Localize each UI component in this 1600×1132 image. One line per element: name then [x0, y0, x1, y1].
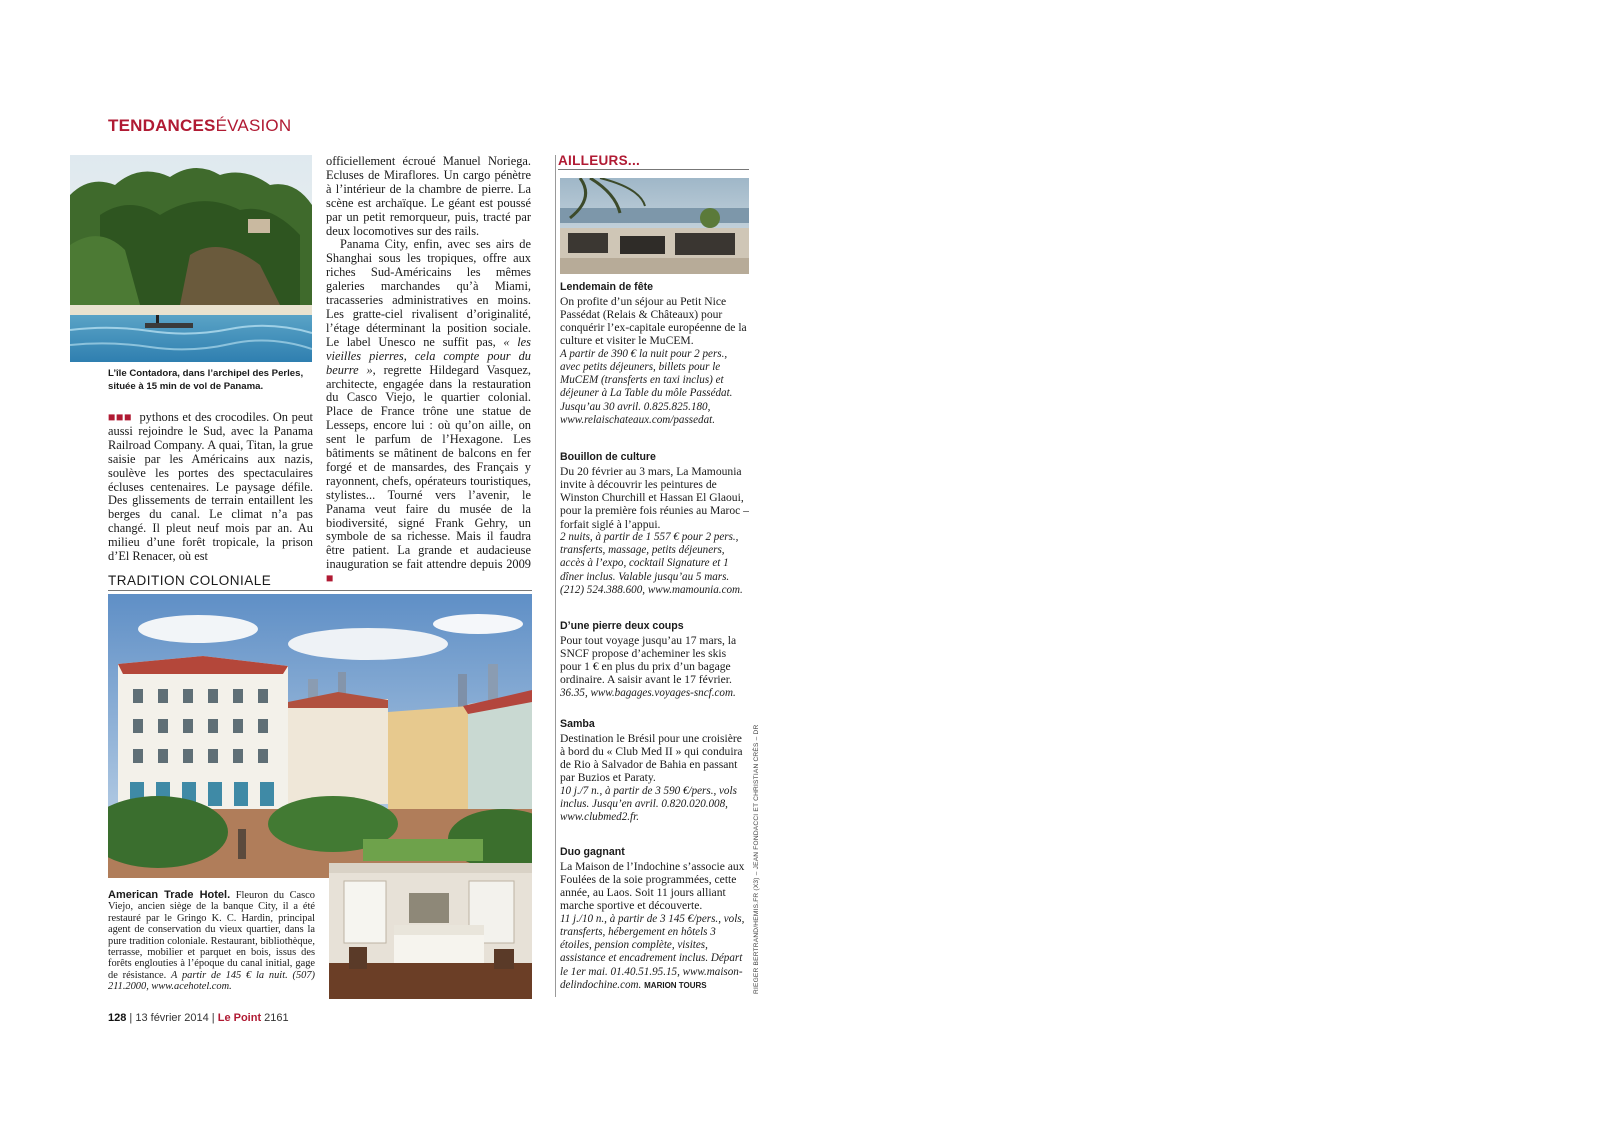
item-body: Du 20 février au 3 mars, La Mamounia invite à découvrir les peintures de Winston Churchill et Hassan El Glaoui, pour la première fois réunies au Maroc – forfait siglé à l’appui.	[560, 464, 749, 531]
caption-line-2: située à 15 min de vol de Panama.	[108, 380, 264, 392]
rubric-bold: TENDANCES	[108, 116, 216, 135]
middle-paragraph-2	[326, 238, 531, 586]
middle-column-text	[326, 155, 531, 586]
end-mark: ■	[326, 571, 334, 586]
hotel-room-photo	[329, 863, 532, 999]
left-paragraph: pythons et des crocodiles. On peut aussi rejoindre le Sud, avec la Panama Railroad Company. A quai, Titan, la grue saisie par les Américains aux nazis, soulève les portes des spectaculaires écluses centenaires. Le paysage défile. Des glissements de terrain entaillent les berges du canal. Le climat n’a pas changé. Il pleut neuf mois par an. Au milieu d’une forêt tropicale, la prison d’El Renacer, où est	[108, 410, 313, 564]
item-info: A partir de 390 € la nuit pour 2 pers., avec petits déjeuners, billets pour le MuCEM (transferts en taxi inclus) et déjeuner à La Table du môle Passédat. Jusqu’au 30 avril. 0.825.825.180, www.relaischateaux.com/passedat.	[560, 347, 733, 426]
page-number: 128	[108, 1012, 127, 1024]
bullet-marks: ■■■	[108, 410, 133, 424]
item-info-text: 11 j./10 n., à partir de 3 145 €/pers., vols, transferts, hébergement en hôtels 3 étoiles, pension complète, visites, assistance et encadrement inclus. Départ le 1er mai. 01.40.51.95.15, www.maison-delindochine.com.	[560, 912, 745, 991]
quote: « les vieilles pierres, cela compte pour du beurre »	[326, 334, 531, 377]
middle-paragraph-1: officiellement écroué Manuel Noriega. Ecluses de Miraflores. Un cargo pénètre à l’intérieur de la chambre de pierre. La scène est archaïque. Le géant est poussé par un petit remorqueur, puis, tracté par deux locomotives sur des rails.	[326, 154, 531, 238]
hotel-exterior-photo	[108, 594, 532, 878]
ailleurs-item-5	[560, 846, 749, 992]
caption-line-1: L’île Contadora, dans l’archipel des Perles,	[108, 368, 304, 379]
middle-paragraph-2a: Panama City, enfin, avec ses airs de Shanghai sous les tropiques, offre aux riches Sud-Américains les mêmes galeries marchandes qu’à Miami, tracasseries administratives en moins. Les gratte-ciel rivalisent d’originalité, l’étage déterminant la position sociale. Le label Unesco ne suffit pas,	[326, 237, 531, 349]
issue-number: 2161	[264, 1012, 289, 1024]
ailleurs-rule	[558, 169, 749, 170]
rubric-light: ÉVASION	[215, 116, 292, 135]
item-title: Samba	[560, 718, 595, 730]
ailleurs-item-1	[560, 281, 749, 427]
middle-paragraph-2b: , regrette Hildegard Vasquez, architecte, engagée dans la restauration du Casco Viejo, le quartier colonial. Place de France trône une statue de Lesseps, encore lui : où qu’on aille, on sent le parfum de l’Hexagone. Les bâtiments se mâtinent de balcons en fer forgé et de mansardes, des Français y rayonnent, chefs, opérateurs touristiques, stylistes... Tourné vers l’avenir, le Panama veut faire du musée de la biodiversité, signé Frank Gehry, un symbole de sa richesse. Mais il faudra être patient. La grande et audacieuse inauguration se fait attendre depuis 2009	[326, 362, 531, 572]
hotel-name: American Trade Hotel.	[108, 889, 231, 901]
ailleurs-item-3	[560, 620, 749, 700]
issue-date: 13 février 2014	[135, 1012, 209, 1024]
island-photo-caption	[108, 368, 328, 393]
item-title: D’une pierre deux coups	[560, 620, 684, 632]
ailleurs-title: AILLEURS...	[558, 153, 641, 168]
item-title: Lendemain de fête	[560, 281, 654, 293]
item-info: 10 j./7 n., à partir de 3 590 €/pers., vols inclus. Jusqu’en avril. 0.820.020.008, www.clubmed2.fr.	[560, 784, 737, 824]
item-info	[560, 913, 749, 992]
page-footer: 128 | 13 février 2014 | Le Point 2161	[108, 1012, 289, 1024]
left-column-text	[108, 411, 313, 564]
publication-name: Le Point	[217, 1012, 262, 1024]
item-title: Bouillon de culture	[560, 451, 656, 463]
section-rubric	[108, 116, 291, 136]
item-info: 2 nuits, à partir de 1 557 € pour 2 pers., transferts, massage, petits déjeuners, accès à l’expo, cocktail Signature et 1 dîner inclus. Valable jusqu’au 5 mars. (212) 524.388.600, www.mamounia.com.	[560, 530, 743, 596]
terrace-photo	[560, 178, 749, 274]
item-body: On profite d’un séjour au Petit Nice Passédat (Relais & Châteaux) pour conquérir l’ex-capitale européenne de la culture et visiter le MuCEM.	[560, 294, 747, 348]
item-body: Pour tout voyage jusqu’au 17 mars, la SNCF propose d’acheminer les skis pour 1 € en plus du prix d’un bagage ordinaire. A saisir avant le 17 février.	[560, 633, 737, 687]
item-title: Duo gagnant	[560, 846, 625, 858]
item-body: Destination le Brésil pour une croisière à bord du « Club Med II » qui conduira de Rio à Salvador de Bahia en passant par Buzios et Paraty.	[560, 731, 743, 785]
photo-credit: RIEGER BERTRAND/HEMIS.FR (X3) – JEAN FONDACCI ET CHRISTIAN CRÈS – DR	[753, 724, 760, 994]
island-photo	[70, 155, 312, 362]
hotel-text: Fleuron du Casco Viejo, ancien siège de la banque City, il a été restauré par le Gringo K. C. Hardin, principal agent de conservation du vieux quartier, dans la pure tradition coloniale. Restaurant, bibliothèque, terrasse, mobilier et parquet en bois, issus des forêts englouties à l’époque du canal initial, gage de résistance.	[108, 890, 315, 981]
hotel-price: A partir de 145 € la nuit. (507) 211.2000, www.acehotel.com.	[108, 969, 315, 993]
ailleurs-item-4	[560, 718, 749, 824]
tradition-title: TRADITION COLONIALE	[108, 573, 272, 588]
byline: MARION TOURS	[644, 980, 707, 990]
hotel-caption	[108, 890, 315, 993]
tradition-rule	[108, 590, 532, 591]
sidebar-divider	[555, 155, 556, 997]
item-body: La Maison de l’Indochine s’associe aux Foulées de la soie programmées, cette année, au Laos. Soit 11 jours alliant marche sportive et découverte.	[560, 859, 745, 913]
item-info: 36.35, www.bagages.voyages-sncf.com.	[560, 686, 736, 699]
ailleurs-item-2	[560, 451, 749, 597]
